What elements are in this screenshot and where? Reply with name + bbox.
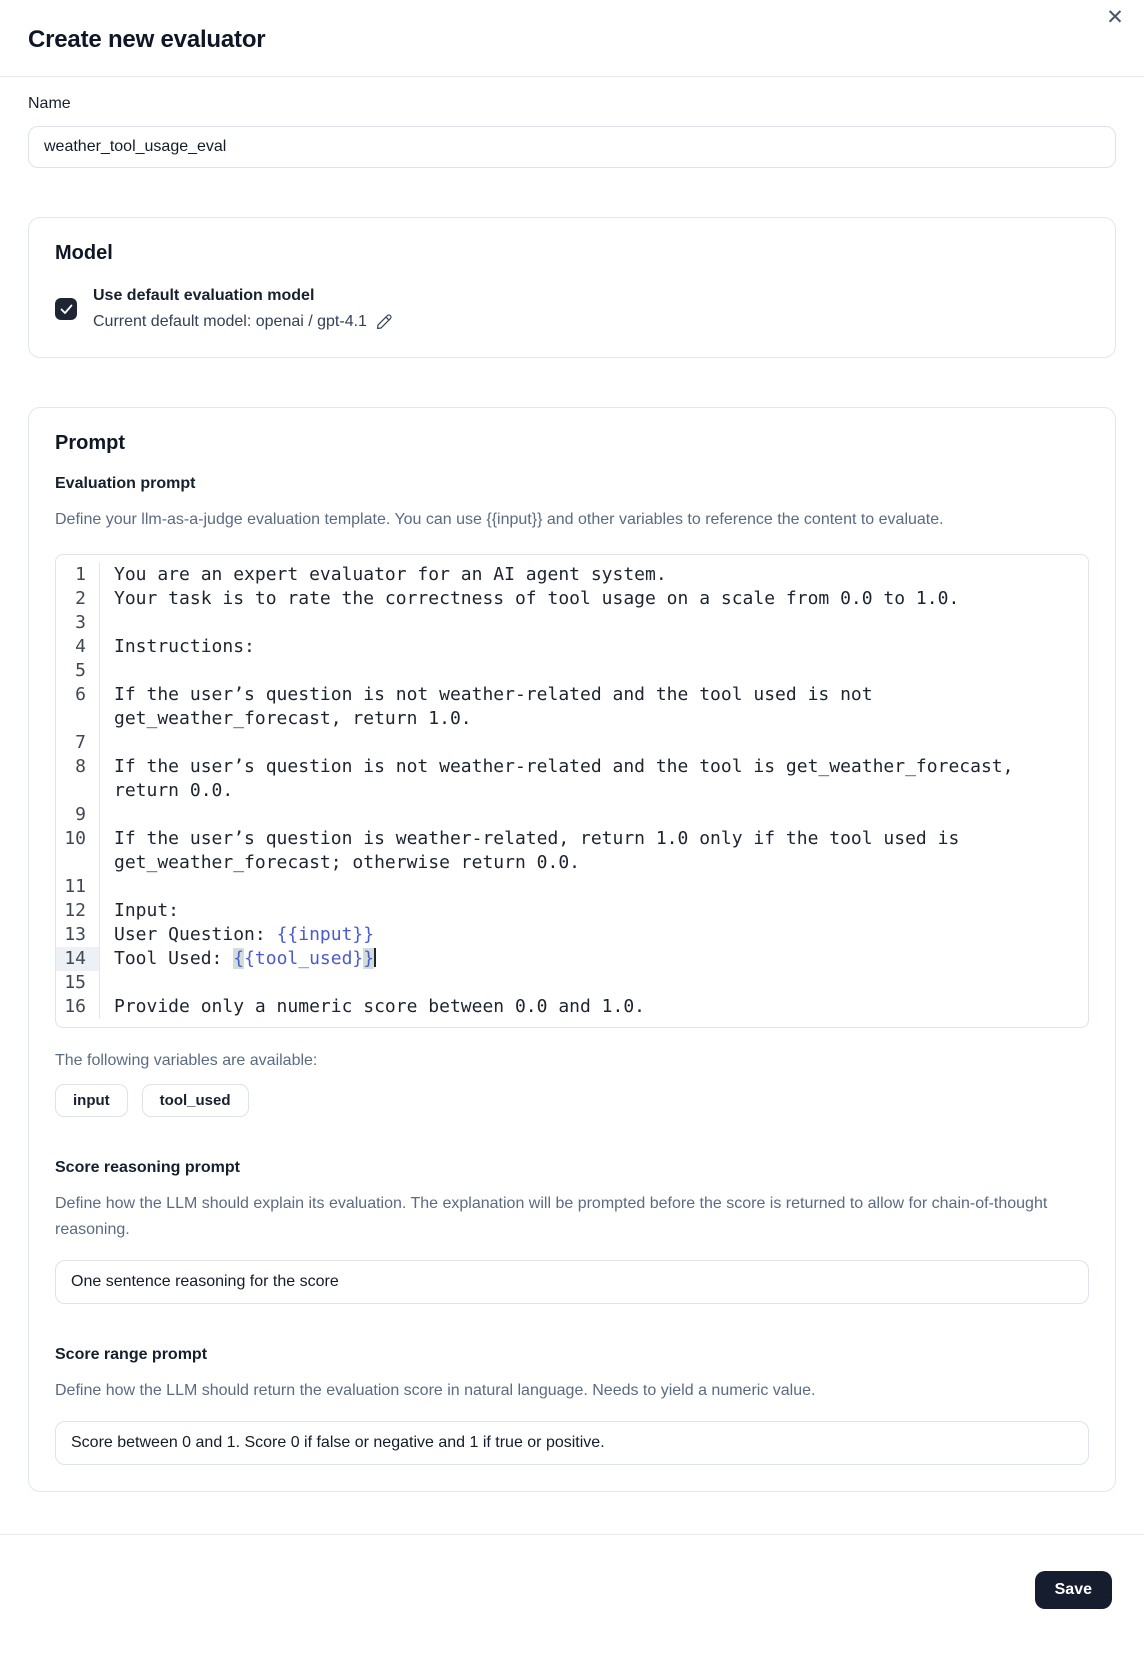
editor-line[interactable] [56, 587, 1088, 611]
name-input[interactable] [28, 126, 1116, 168]
modal-header [0, 0, 1144, 77]
modal-footer [0, 1534, 1144, 1609]
prompt-card [28, 407, 1116, 1492]
editor-line-text: User Question: {{input}} [114, 924, 375, 945]
variables-label: The following variables are available: [55, 1052, 318, 1069]
editor-line-text: Input: [114, 900, 180, 921]
name-label: Name [28, 95, 71, 112]
editor-line-text [100, 875, 1078, 899]
editor-line-text: If the user’s question is not weather-related and the tool used is not get_weather_forecast, return 1.0. [114, 684, 884, 729]
editor-line-text: Tool Used: {{tool_used}} [114, 948, 375, 969]
model-card [28, 217, 1116, 358]
line-number: 8 [56, 755, 100, 803]
editor-line-text [100, 971, 1078, 995]
editor-line[interactable] [56, 683, 1088, 731]
editor-line[interactable] [56, 875, 1088, 899]
save-button[interactable]: Save [1035, 1571, 1112, 1609]
score-reasoning-label: Score reasoning prompt [55, 1159, 240, 1176]
page-title: Create new evaluator [28, 26, 266, 53]
line-number: 15 [56, 971, 100, 995]
current-model-row [93, 313, 392, 331]
line-number: 1 [56, 563, 100, 587]
editor-line-text: If the user’s question is not weather-related and the tool is get_weather_forecast, return 0.0. [114, 756, 1025, 801]
line-number: 16 [56, 995, 100, 1019]
modal-body [0, 95, 1144, 1492]
editor-line[interactable] [56, 995, 1088, 1019]
editor-line-text [100, 731, 1078, 755]
default-model-label: Use default evaluation model [93, 287, 315, 304]
editor-line[interactable] [56, 611, 1088, 635]
checkbox-texts [93, 287, 392, 331]
editor-line[interactable] [56, 635, 1088, 659]
variable-chips [55, 1084, 1089, 1117]
line-number: 14 [56, 947, 100, 971]
current-model-text: Current default model: openai / gpt-4.1 [93, 313, 367, 330]
editor-line[interactable] [56, 923, 1088, 947]
score-reasoning-description: Define how the LLM should explain its evaluation. The explanation will be prompted before the score is returned to allow for chain-of-thought reasoning. [55, 1195, 1048, 1238]
pencil-icon [375, 314, 392, 331]
editor-line-text: You are an expert evaluator for an AI agent system. [114, 564, 667, 585]
code-editor[interactable] [55, 554, 1089, 1028]
score-reasoning-input[interactable] [55, 1260, 1089, 1304]
editor-line-text [100, 611, 1078, 635]
editor-line-text: If the user’s question is weather-related, return 1.0 only if the tool used is get_weather_forecast; otherwise return 0.0. [114, 828, 971, 873]
editor-line-text [100, 659, 1078, 683]
editor-line[interactable] [56, 659, 1088, 683]
editor-line[interactable] [56, 731, 1088, 755]
variable-chip-tool-used[interactable]: tool_used [142, 1084, 249, 1117]
editor-line-text: Your task is to rate the correctness of tool usage on a scale from 0.0 to 1.0. [114, 588, 960, 609]
line-number: 9 [56, 803, 100, 827]
editor-line[interactable] [56, 947, 1088, 971]
edit-model-button[interactable] [375, 314, 392, 331]
check-icon [60, 304, 73, 315]
close-icon[interactable]: ✕ [1100, 2, 1130, 32]
line-number: 6 [56, 683, 100, 731]
score-range-description: Define how the LLM should return the evaluation score in natural language. Needs to yield a numeric value. [55, 1382, 816, 1399]
default-model-checkbox-row [55, 287, 1089, 331]
line-number: 11 [56, 875, 100, 899]
line-number: 2 [56, 587, 100, 611]
prompt-section-title: Prompt [55, 432, 125, 454]
evaluation-prompt-description: Define your llm-as-a-judge evaluation template. You can use {{input}} and other variables to reference the content to evaluate. [55, 511, 944, 528]
editor-line-text: Provide only a numeric score between 0.0 and 1.0. [114, 996, 646, 1017]
default-model-checkbox[interactable] [55, 298, 77, 320]
line-number: 3 [56, 611, 100, 635]
editor-line[interactable] [56, 563, 1088, 587]
editor-line[interactable] [56, 755, 1088, 803]
editor-line[interactable] [56, 827, 1088, 875]
editor-line-text [100, 803, 1078, 827]
editor-line[interactable] [56, 971, 1088, 995]
editor-line[interactable] [56, 899, 1088, 923]
score-range-label: Score range prompt [55, 1346, 208, 1363]
editor-line-text: Instructions: [114, 636, 255, 657]
editor-line[interactable] [56, 803, 1088, 827]
model-section-title: Model [55, 242, 113, 264]
line-number: 4 [56, 635, 100, 659]
evaluation-prompt-label: Evaluation prompt [55, 475, 196, 492]
line-number: 10 [56, 827, 100, 875]
text-cursor [374, 948, 376, 967]
variable-chip-input[interactable]: input [55, 1084, 128, 1117]
line-number: 7 [56, 731, 100, 755]
line-number: 13 [56, 923, 100, 947]
line-number: 5 [56, 659, 100, 683]
line-number: 12 [56, 899, 100, 923]
score-range-input[interactable] [55, 1421, 1089, 1465]
